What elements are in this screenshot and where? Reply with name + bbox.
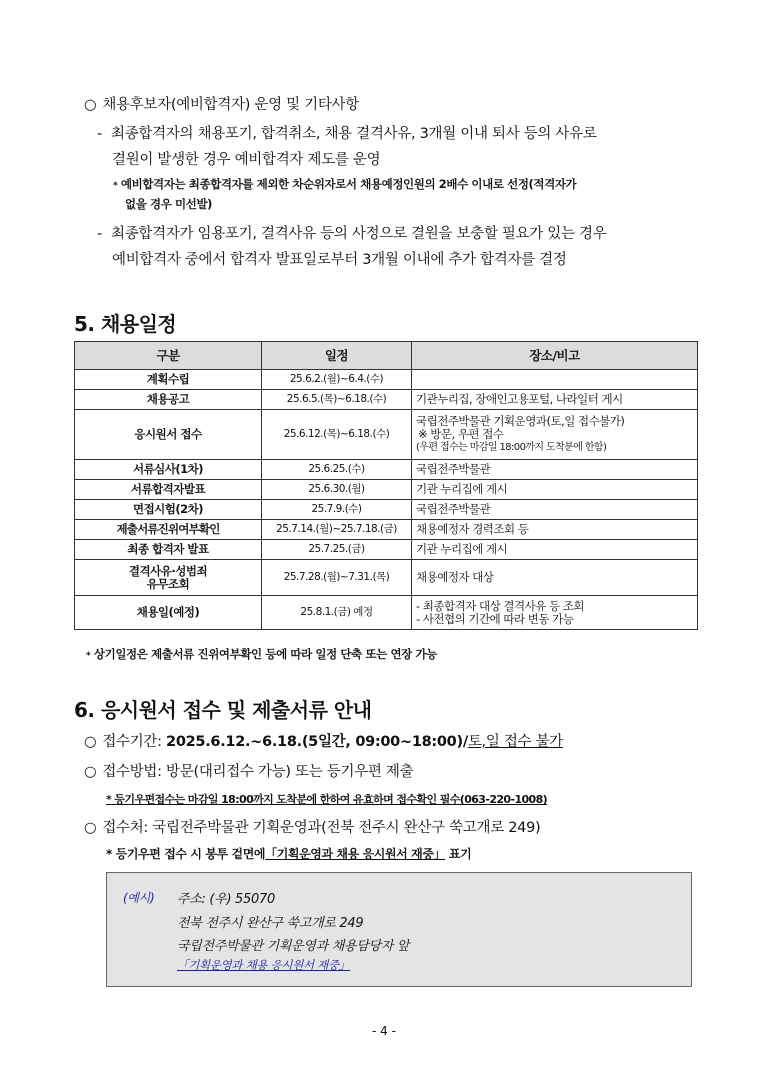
col-header-item: 구분: [75, 342, 262, 370]
table-row: 제출서류진위여부확인 25.7.14.(월)~25.7.18.(금) 채용예정자 경력조회 등: [75, 520, 698, 540]
circle-bullet-icon: ○: [84, 734, 97, 750]
example-label: (예시): [123, 891, 155, 905]
table-row: 서류합격자발표 25.6.30.(월) 기관 누리집에 게시: [75, 480, 698, 500]
example-address-box: [106, 872, 692, 987]
example-line-3: 국립전주박물관 기획운영과 채용담당자 앞: [177, 939, 410, 954]
col-header-date: 일정: [262, 342, 412, 370]
reserve-bullet-1: - 최종합격자의 채용포기, 합격취소, 채용 결격사유, 3개월 이내 퇴사 등의 사유로: [97, 126, 597, 142]
circle-bullet-icon: ○: [84, 97, 97, 113]
reserve-bullet-1-cont: 결원이 발생한 경우 예비합격자 제도를 운영: [112, 152, 381, 168]
envelope-note: * 등기우편 접수 시 봉투 겉면에「기획운영과 채용 응시원서 재중」 표기: [106, 847, 472, 861]
table-row: 면접시험(2차) 25.7.9.(수) 국립전주박물관: [75, 500, 698, 520]
table-row: 결격사유·성범죄 유무조회 25.7.28.(월)~7.31.(목) 채용예정자 대상: [75, 560, 698, 596]
table-row: 응시원서 접수 25.6.12.(목)~6.18.(수) 국립전주박물관 기획운영과(토,일 접수불가) ※ 방문, 우편 접수 (우편 접수는 마감일 18:00까지 도착분에 한함): [75, 410, 698, 460]
circle-bullet-icon: ○: [84, 820, 97, 836]
schedule-footnote: * 상기일정은 제출서류 진위여부확인 등에 따라 일정 단축 또는 연장 가능: [86, 647, 437, 661]
example-line-4: 「기획운영과 채용 응시원서 재중」: [177, 958, 350, 972]
table-row: 계획수립 25.6.2.(월)~6.4.(수): [75, 370, 698, 390]
table-row: 최종 합격자 발표 25.7.25.(금) 기관 누리집에 게시: [75, 540, 698, 560]
application-method: ○ 접수방법: 방문(대리접수 가능) 또는 등기우편 제출: [84, 764, 414, 780]
mail-note: * 등기우편접수는 마감일 18:00까지 도착분에 한하여 유효하며 접수확인 필수(063-220-1008): [106, 793, 548, 806]
table-row: 서류심사(1차) 25.6.25.(수) 국립전주박물관: [75, 460, 698, 480]
reserve-bullet-2-cont: 예비합격자 중에서 합격자 발표일로부터 3개월 이내에 추가 합격자를 결정: [112, 252, 567, 268]
table-row: 채용공고 25.6.5.(목)~6.18.(수) 기관누리집, 장애인고용포털, 나라일터 게시: [75, 390, 698, 410]
col-header-note: 장소/비고: [412, 342, 698, 370]
reserve-title: ○ 채용후보자(예비합격자) 운영 및 기타사항: [84, 97, 359, 113]
table-row: 채용일(예정) 25.8.1.(금) 예정 - 최종합격자 대상 결격사유 등 조회 - 사전협의 기간에 따라 변동 가능: [75, 596, 698, 630]
reserve-bullet-2: - 최종합격자가 임용포기, 결격사유 등의 사정으로 결원을 보충할 필요가 있는 경우: [97, 226, 607, 242]
reserve-note: * 예비합격자는 최종합격자를 제외한 차순위자로서 채용예정인원의 2배수 이내로 선정(적격자가: [113, 177, 577, 191]
reserve-note-cont: 없을 경우 미선발): [125, 197, 213, 211]
application-period: ○ 접수기간: 2025.6.12.~6.18.(5일간, 09:00~18:00)/토,일 접수 불가: [84, 734, 563, 750]
application-place: ○ 접수처: 국립전주박물관 기획운영과(전북 전주시 완산구 쑥고개로 249): [84, 820, 541, 836]
schedule-table: [74, 341, 698, 630]
table-header-row: [75, 342, 698, 370]
section5-heading: 5. 채용일정: [74, 312, 177, 336]
example-line-1: 주소: (우) 55070: [177, 892, 275, 907]
section6-heading: 6. 응시원서 접수 및 제출서류 안내: [74, 698, 372, 722]
page-number: - 4 -: [372, 1024, 396, 1038]
example-line-2: 전북 전주시 완산구 쑥고개로 249: [177, 916, 364, 931]
circle-bullet-icon: ○: [84, 764, 97, 780]
